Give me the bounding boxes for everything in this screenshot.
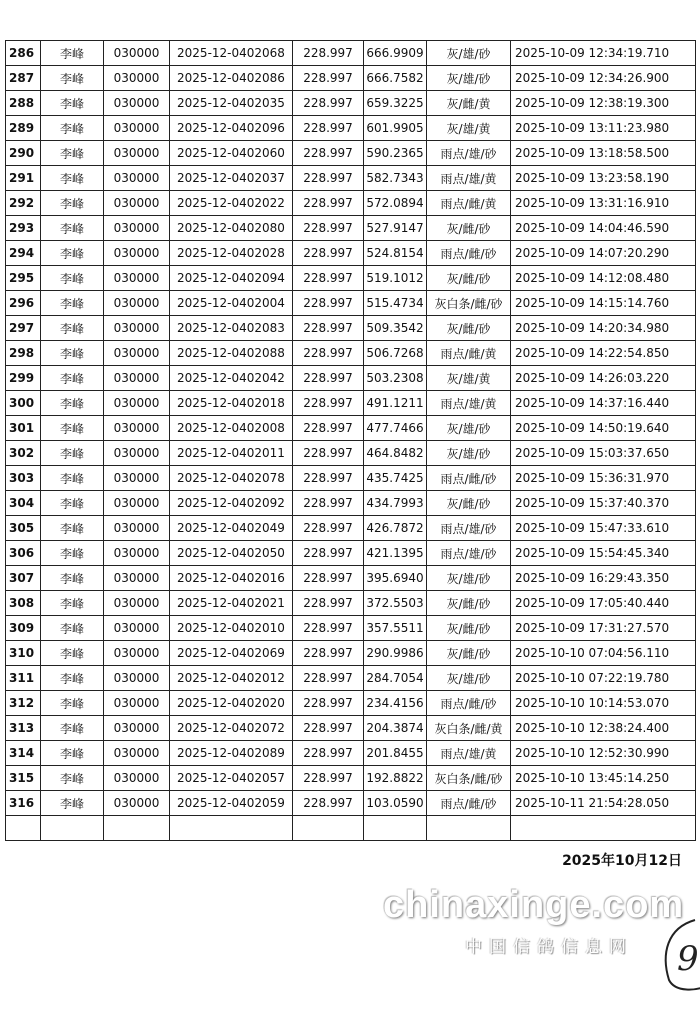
arrival-time-cell: 2025-10-09 14:15:14.760 <box>511 291 696 316</box>
ring-number-cell: 2025-12-0402057 <box>170 766 293 791</box>
page-number-text: 9 <box>677 939 699 979</box>
name-cell: 李峰 <box>41 141 104 166</box>
name-cell: 李峰 <box>41 441 104 466</box>
table-row <box>6 466 696 491</box>
rank-cell: 307 <box>6 566 41 591</box>
feather-sex-eye-cell: 雨点/雄/砂 <box>427 541 511 566</box>
rank-cell: 288 <box>6 91 41 116</box>
ring-number-cell: 2025-12-0402068 <box>170 41 293 66</box>
table-row <box>6 366 696 391</box>
distance-cell: 228.997 <box>293 341 364 366</box>
arrival-time-cell: 2025-10-09 14:20:34.980 <box>511 316 696 341</box>
member-code-cell: 030000 <box>104 166 170 191</box>
speed-cell: 284.7054 <box>364 666 427 691</box>
arrival-time-cell: 2025-10-10 12:52:30.990 <box>511 741 696 766</box>
speed-cell: 421.1395 <box>364 541 427 566</box>
rank-cell: 303 <box>6 466 41 491</box>
arrival-time-cell: 2025-10-09 14:04:46.590 <box>511 216 696 241</box>
distance-cell: 228.997 <box>293 616 364 641</box>
distance-cell: 228.997 <box>293 116 364 141</box>
table-row <box>6 191 696 216</box>
distance-cell: 228.997 <box>293 591 364 616</box>
member-code-cell: 030000 <box>104 266 170 291</box>
distance-cell: 228.997 <box>293 316 364 341</box>
arrival-time-cell: 2025-10-11 21:54:28.050 <box>511 791 696 816</box>
arrival-time-cell: 2025-10-09 12:34:26.900 <box>511 66 696 91</box>
table-row <box>6 216 696 241</box>
name-cell: 李峰 <box>41 791 104 816</box>
ring-number-cell: 2025-12-0402078 <box>170 466 293 491</box>
table-row <box>6 516 696 541</box>
feather-sex-eye-cell: 灰/雄/黄 <box>427 116 511 141</box>
ring-number-cell: 2025-12-0402060 <box>170 141 293 166</box>
distance-cell: 228.997 <box>293 191 364 216</box>
speed-cell: 477.7466 <box>364 416 427 441</box>
table-row <box>6 291 696 316</box>
distance-cell: 228.997 <box>293 391 364 416</box>
rank-cell: 299 <box>6 366 41 391</box>
distance-cell: 228.997 <box>293 541 364 566</box>
name-cell: 李峰 <box>41 341 104 366</box>
arrival-time-cell: 2025-10-09 12:38:19.300 <box>511 91 696 116</box>
name-cell: 李峰 <box>41 491 104 516</box>
rank-cell: 311 <box>6 666 41 691</box>
distance-cell: 228.997 <box>293 766 364 791</box>
speed-cell: 103.0590 <box>364 791 427 816</box>
arrival-time-cell: 2025-10-09 15:03:37.650 <box>511 441 696 466</box>
feather-sex-eye-cell: 灰/雌/砂 <box>427 616 511 641</box>
ring-number-cell: 2025-12-0402028 <box>170 241 293 266</box>
name-cell: 李峰 <box>41 666 104 691</box>
ring-number-cell: 2025-12-0402094 <box>170 266 293 291</box>
speed-cell: 601.9905 <box>364 116 427 141</box>
table-row <box>6 241 696 266</box>
ring-number-cell: 2025-12-0402088 <box>170 341 293 366</box>
member-code-cell: 030000 <box>104 441 170 466</box>
arrival-time-cell: 2025-10-09 15:37:40.370 <box>511 491 696 516</box>
member-code-cell: 030000 <box>104 691 170 716</box>
table-row <box>6 91 696 116</box>
distance-cell: 228.997 <box>293 466 364 491</box>
document-date: 2025年10月12日 <box>562 853 682 869</box>
feather-sex-eye-cell: 灰/雄/砂 <box>427 41 511 66</box>
name-cell: 李峰 <box>41 466 104 491</box>
name-cell: 李峰 <box>41 566 104 591</box>
table-row <box>6 716 696 741</box>
feather-sex-eye-cell: 雨点/雄/黄 <box>427 741 511 766</box>
speed-cell: 357.5511 <box>364 616 427 641</box>
name-cell: 李峰 <box>41 691 104 716</box>
arrival-time-cell: 2025-10-09 14:07:20.290 <box>511 241 696 266</box>
feather-sex-eye-cell: 雨点/雄/黄 <box>427 391 511 416</box>
feather-sex-eye-cell: 雨点/雄/砂 <box>427 141 511 166</box>
member-code-cell: 030000 <box>104 41 170 66</box>
name-cell: 李峰 <box>41 391 104 416</box>
name-cell: 李峰 <box>41 41 104 66</box>
empty-cell <box>104 816 170 841</box>
feather-sex-eye-cell: 灰/雌/砂 <box>427 316 511 341</box>
feather-sex-eye-cell: 灰/雌/砂 <box>427 591 511 616</box>
member-code-cell: 030000 <box>104 466 170 491</box>
table-row <box>6 666 696 691</box>
ring-number-cell: 2025-12-0402004 <box>170 291 293 316</box>
empty-cell <box>170 816 293 841</box>
rank-cell: 312 <box>6 691 41 716</box>
arrival-time-cell: 2025-10-09 13:11:23.980 <box>511 116 696 141</box>
name-cell: 李峰 <box>41 216 104 241</box>
speed-cell: 372.5503 <box>364 591 427 616</box>
member-code-cell: 030000 <box>104 241 170 266</box>
results-table-body <box>6 41 696 841</box>
distance-cell: 228.997 <box>293 266 364 291</box>
results-table <box>5 40 696 841</box>
speed-cell: 519.1012 <box>364 266 427 291</box>
rank-cell: 304 <box>6 491 41 516</box>
page-number-mark <box>655 914 700 994</box>
distance-cell: 228.997 <box>293 491 364 516</box>
feather-sex-eye-cell: 雨点/雄/砂 <box>427 516 511 541</box>
ring-number-cell: 2025-12-0402072 <box>170 716 293 741</box>
speed-cell: 201.8455 <box>364 741 427 766</box>
name-cell: 李峰 <box>41 291 104 316</box>
ring-number-cell: 2025-12-0402022 <box>170 191 293 216</box>
speed-cell: 666.9909 <box>364 41 427 66</box>
speed-cell: 435.7425 <box>364 466 427 491</box>
ring-number-cell: 2025-12-0402016 <box>170 566 293 591</box>
rank-cell: 286 <box>6 41 41 66</box>
ring-number-cell: 2025-12-0402021 <box>170 591 293 616</box>
member-code-cell: 030000 <box>104 116 170 141</box>
distance-cell: 228.997 <box>293 666 364 691</box>
rank-cell: 305 <box>6 516 41 541</box>
member-code-cell: 030000 <box>104 666 170 691</box>
ring-number-cell: 2025-12-0402083 <box>170 316 293 341</box>
rank-cell: 287 <box>6 66 41 91</box>
arrival-time-cell: 2025-10-10 07:04:56.110 <box>511 641 696 666</box>
arrival-time-cell: 2025-10-09 13:18:58.500 <box>511 141 696 166</box>
member-code-cell: 030000 <box>104 366 170 391</box>
ring-number-cell: 2025-12-0402069 <box>170 641 293 666</box>
ring-number-cell: 2025-12-0402011 <box>170 441 293 466</box>
member-code-cell: 030000 <box>104 141 170 166</box>
member-code-cell: 030000 <box>104 66 170 91</box>
distance-cell: 228.997 <box>293 791 364 816</box>
ring-number-cell: 2025-12-0402042 <box>170 366 293 391</box>
member-code-cell: 030000 <box>104 341 170 366</box>
distance-cell: 228.997 <box>293 366 364 391</box>
rank-cell: 294 <box>6 241 41 266</box>
table-row <box>6 441 696 466</box>
arrival-time-cell: 2025-10-09 15:54:45.340 <box>511 541 696 566</box>
rank-cell: 308 <box>6 591 41 616</box>
distance-cell: 228.997 <box>293 716 364 741</box>
table-row <box>6 166 696 191</box>
arrival-time-cell: 2025-10-09 14:12:08.480 <box>511 266 696 291</box>
table-row <box>6 266 696 291</box>
member-code-cell: 030000 <box>104 316 170 341</box>
ring-number-cell: 2025-12-0402080 <box>170 216 293 241</box>
table-row <box>6 341 696 366</box>
ring-number-cell: 2025-12-0402050 <box>170 541 293 566</box>
speed-cell: 524.8154 <box>364 241 427 266</box>
name-cell: 李峰 <box>41 741 104 766</box>
distance-cell: 228.997 <box>293 741 364 766</box>
distance-cell: 228.997 <box>293 66 364 91</box>
table-row <box>6 491 696 516</box>
name-cell: 李峰 <box>41 766 104 791</box>
table-row <box>6 416 696 441</box>
arrival-time-cell: 2025-10-09 14:37:16.440 <box>511 391 696 416</box>
member-code-cell: 030000 <box>104 741 170 766</box>
distance-cell: 228.997 <box>293 166 364 191</box>
rank-cell: 297 <box>6 316 41 341</box>
feather-sex-eye-cell: 灰/雌/砂 <box>427 641 511 666</box>
table-row <box>6 591 696 616</box>
speed-cell: 434.7993 <box>364 491 427 516</box>
speed-cell: 582.7343 <box>364 166 427 191</box>
feather-sex-eye-cell: 雨点/雌/砂 <box>427 241 511 266</box>
empty-cell <box>41 816 104 841</box>
arrival-time-cell: 2025-10-10 10:14:53.070 <box>511 691 696 716</box>
speed-cell: 426.7872 <box>364 516 427 541</box>
table-row <box>6 641 696 666</box>
distance-cell: 228.997 <box>293 216 364 241</box>
feather-sex-eye-cell: 雨点/雌/黄 <box>427 191 511 216</box>
speed-cell: 506.7268 <box>364 341 427 366</box>
name-cell: 李峰 <box>41 266 104 291</box>
speed-cell: 491.1211 <box>364 391 427 416</box>
distance-cell: 228.997 <box>293 41 364 66</box>
speed-cell: 290.9986 <box>364 641 427 666</box>
empty-cell <box>293 816 364 841</box>
feather-sex-eye-cell: 雨点/雌/砂 <box>427 791 511 816</box>
site-watermark: chinaxinge.com <box>383 884 685 926</box>
feather-sex-eye-cell: 雨点/雌/砂 <box>427 466 511 491</box>
name-cell: 李峰 <box>41 241 104 266</box>
feather-sex-eye-cell: 灰/雄/黄 <box>427 366 511 391</box>
member-code-cell: 030000 <box>104 391 170 416</box>
ring-number-cell: 2025-12-0402049 <box>170 516 293 541</box>
arrival-time-cell: 2025-10-10 13:45:14.250 <box>511 766 696 791</box>
ring-number-cell: 2025-12-0402012 <box>170 666 293 691</box>
member-code-cell: 030000 <box>104 416 170 441</box>
rank-cell: 313 <box>6 716 41 741</box>
ring-number-cell: 2025-12-0402096 <box>170 116 293 141</box>
arrival-time-cell: 2025-10-09 15:36:31.970 <box>511 466 696 491</box>
arrival-time-cell: 2025-10-09 13:31:16.910 <box>511 191 696 216</box>
name-cell: 李峰 <box>41 366 104 391</box>
empty-cell <box>6 816 41 841</box>
distance-cell: 228.997 <box>293 641 364 666</box>
ring-number-cell: 2025-12-0402035 <box>170 91 293 116</box>
ring-number-cell: 2025-12-0402010 <box>170 616 293 641</box>
speed-cell: 204.3874 <box>364 716 427 741</box>
member-code-cell: 030000 <box>104 291 170 316</box>
arrival-time-cell: 2025-10-09 14:26:03.220 <box>511 366 696 391</box>
name-cell: 李峰 <box>41 316 104 341</box>
member-code-cell: 030000 <box>104 491 170 516</box>
arrival-time-cell: 2025-10-09 14:50:19.640 <box>511 416 696 441</box>
feather-sex-eye-cell: 灰/雌/砂 <box>427 216 511 241</box>
table-row <box>6 391 696 416</box>
arrival-time-cell: 2025-10-09 13:23:58.190 <box>511 166 696 191</box>
name-cell: 李峰 <box>41 166 104 191</box>
rank-cell: 315 <box>6 766 41 791</box>
ring-number-cell: 2025-12-0402037 <box>170 166 293 191</box>
member-code-cell: 030000 <box>104 516 170 541</box>
ring-number-cell: 2025-12-0402089 <box>170 741 293 766</box>
member-code-cell: 030000 <box>104 216 170 241</box>
rank-cell: 296 <box>6 291 41 316</box>
distance-cell: 228.997 <box>293 516 364 541</box>
name-cell: 李峰 <box>41 591 104 616</box>
table-row <box>6 541 696 566</box>
table-row <box>6 741 696 766</box>
member-code-cell: 030000 <box>104 616 170 641</box>
rank-cell: 302 <box>6 441 41 466</box>
member-code-cell: 030000 <box>104 91 170 116</box>
table-row <box>6 566 696 591</box>
feather-sex-eye-cell: 灰/雌/砂 <box>427 266 511 291</box>
distance-cell: 228.997 <box>293 141 364 166</box>
speed-cell: 572.0894 <box>364 191 427 216</box>
name-cell: 李峰 <box>41 191 104 216</box>
speed-cell: 666.7582 <box>364 66 427 91</box>
distance-cell: 228.997 <box>293 416 364 441</box>
table-row <box>6 791 696 816</box>
empty-cell <box>364 816 427 841</box>
feather-sex-eye-cell: 灰/雄/砂 <box>427 441 511 466</box>
ring-number-cell: 2025-12-0402008 <box>170 416 293 441</box>
table-row <box>6 691 696 716</box>
speed-cell: 509.3542 <box>364 316 427 341</box>
rank-cell: 309 <box>6 616 41 641</box>
table-row <box>6 41 696 66</box>
rank-cell: 290 <box>6 141 41 166</box>
speed-cell: 234.4156 <box>364 691 427 716</box>
ring-number-cell: 2025-12-0402020 <box>170 691 293 716</box>
feather-sex-eye-cell: 灰白条/雌/黄 <box>427 716 511 741</box>
rank-cell: 316 <box>6 791 41 816</box>
feather-sex-eye-cell: 雨点/雌/砂 <box>427 691 511 716</box>
name-cell: 李峰 <box>41 716 104 741</box>
member-code-cell: 030000 <box>104 191 170 216</box>
member-code-cell: 030000 <box>104 716 170 741</box>
arrival-time-cell: 2025-10-09 17:31:27.570 <box>511 616 696 641</box>
rank-cell: 291 <box>6 166 41 191</box>
rank-cell: 293 <box>6 216 41 241</box>
rank-cell: 310 <box>6 641 41 666</box>
feather-sex-eye-cell: 灰/雌/黄 <box>427 91 511 116</box>
feather-sex-eye-cell: 灰/雄/砂 <box>427 566 511 591</box>
speed-cell: 192.8822 <box>364 766 427 791</box>
feather-sex-eye-cell: 灰白条/雌/砂 <box>427 766 511 791</box>
name-cell: 李峰 <box>41 516 104 541</box>
table-row <box>6 116 696 141</box>
ring-number-cell: 2025-12-0402092 <box>170 491 293 516</box>
name-cell: 李峰 <box>41 641 104 666</box>
table-row <box>6 766 696 791</box>
distance-cell: 228.997 <box>293 291 364 316</box>
name-cell: 李峰 <box>41 541 104 566</box>
name-cell: 李峰 <box>41 66 104 91</box>
ring-number-cell: 2025-12-0402086 <box>170 66 293 91</box>
feather-sex-eye-cell: 灰/雌/砂 <box>427 491 511 516</box>
rank-cell: 301 <box>6 416 41 441</box>
table-row <box>6 316 696 341</box>
rank-cell: 298 <box>6 341 41 366</box>
name-cell: 李峰 <box>41 616 104 641</box>
arrival-time-cell: 2025-10-10 07:22:19.780 <box>511 666 696 691</box>
arrival-time-cell: 2025-10-09 16:29:43.350 <box>511 566 696 591</box>
speed-cell: 659.3225 <box>364 91 427 116</box>
feather-sex-eye-cell: 雨点/雌/黄 <box>427 341 511 366</box>
distance-cell: 228.997 <box>293 566 364 591</box>
rank-cell: 292 <box>6 191 41 216</box>
feather-sex-eye-cell: 灰/雄/砂 <box>427 66 511 91</box>
table-row <box>6 141 696 166</box>
name-cell: 李峰 <box>41 416 104 441</box>
empty-cell <box>511 816 696 841</box>
member-code-cell: 030000 <box>104 766 170 791</box>
table-row <box>6 66 696 91</box>
rank-cell: 314 <box>6 741 41 766</box>
arrival-time-cell: 2025-10-09 12:34:19.710 <box>511 41 696 66</box>
rank-cell: 306 <box>6 541 41 566</box>
feather-sex-eye-cell: 灰白条/雌/砂 <box>427 291 511 316</box>
distance-cell: 228.997 <box>293 91 364 116</box>
feather-sex-eye-cell: 灰/雄/砂 <box>427 416 511 441</box>
member-code-cell: 030000 <box>104 541 170 566</box>
rank-cell: 295 <box>6 266 41 291</box>
name-cell: 李峰 <box>41 91 104 116</box>
speed-cell: 515.4734 <box>364 291 427 316</box>
empty-table-row <box>6 816 696 841</box>
distance-cell: 228.997 <box>293 691 364 716</box>
distance-cell: 228.997 <box>293 441 364 466</box>
rank-cell: 300 <box>6 391 41 416</box>
feather-sex-eye-cell: 灰/雄/砂 <box>427 666 511 691</box>
ring-number-cell: 2025-12-0402059 <box>170 791 293 816</box>
member-code-cell: 030000 <box>104 791 170 816</box>
arrival-time-cell: 2025-10-09 17:05:40.440 <box>511 591 696 616</box>
rank-cell: 289 <box>6 116 41 141</box>
table-row <box>6 616 696 641</box>
name-cell: 李峰 <box>41 116 104 141</box>
speed-cell: 503.2308 <box>364 366 427 391</box>
distance-cell: 228.997 <box>293 241 364 266</box>
speed-cell: 395.6940 <box>364 566 427 591</box>
member-code-cell: 030000 <box>104 591 170 616</box>
speed-cell: 527.9147 <box>364 216 427 241</box>
member-code-cell: 030000 <box>104 641 170 666</box>
arrival-time-cell: 2025-10-09 15:47:33.610 <box>511 516 696 541</box>
member-code-cell: 030000 <box>104 566 170 591</box>
speed-cell: 590.2365 <box>364 141 427 166</box>
empty-cell <box>427 816 511 841</box>
site-watermark-subtitle: 中国信鸽信息网 <box>465 937 633 957</box>
arrival-time-cell: 2025-10-10 12:38:24.400 <box>511 716 696 741</box>
arrival-time-cell: 2025-10-09 14:22:54.850 <box>511 341 696 366</box>
speed-cell: 464.8482 <box>364 441 427 466</box>
feather-sex-eye-cell: 雨点/雄/黄 <box>427 166 511 191</box>
ring-number-cell: 2025-12-0402018 <box>170 391 293 416</box>
